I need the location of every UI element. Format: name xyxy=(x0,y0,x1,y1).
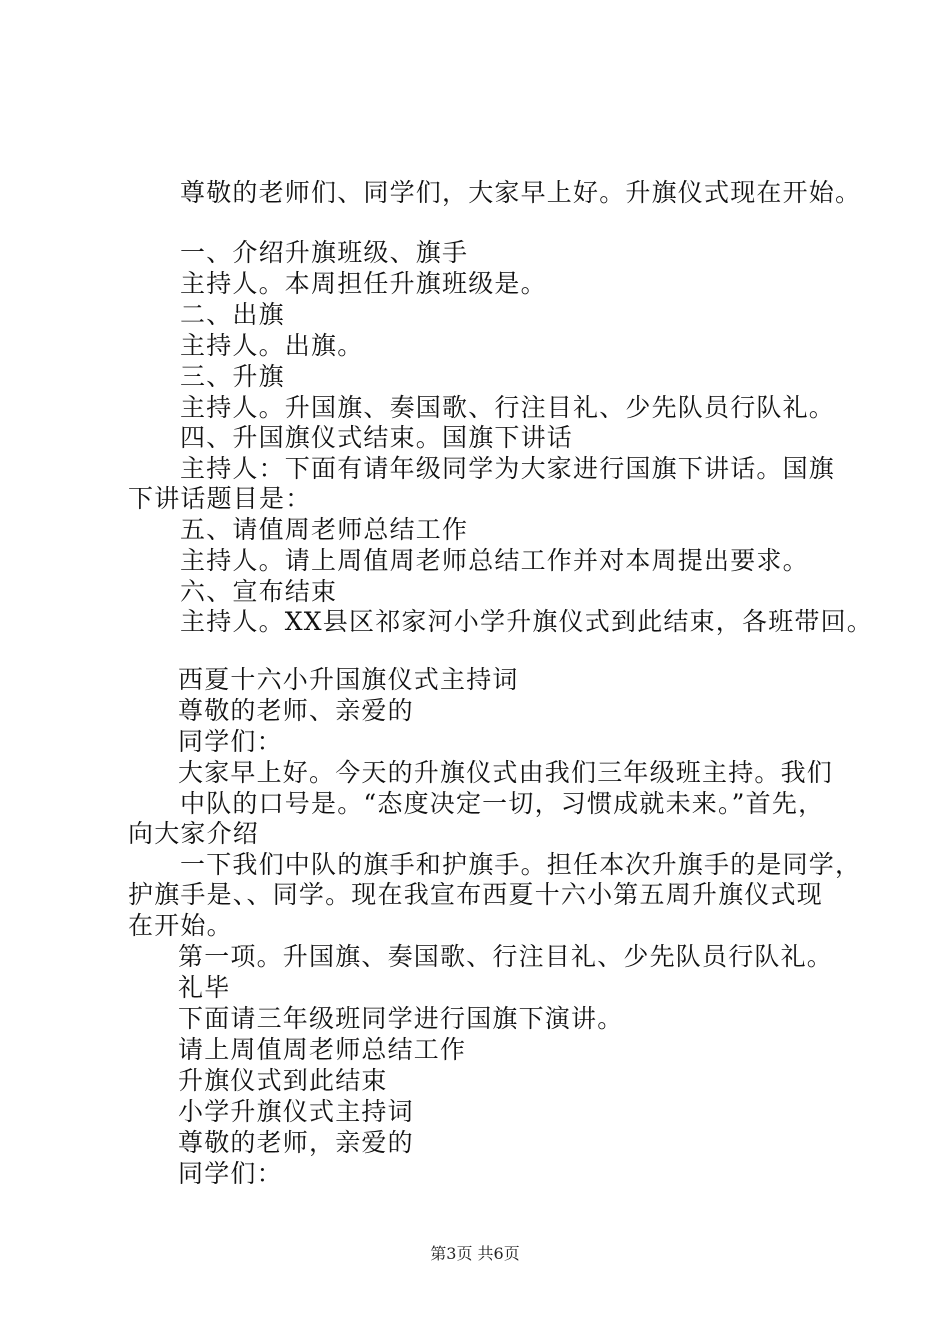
text-line: 升旗仪式到此结束 xyxy=(178,1066,388,1095)
text-line: 主持人。XX县区祁家河小学升旗仪式到此结束，各班带回。 xyxy=(180,607,873,636)
text-line: 一下我们中队的旗手和护旗手。担任本次升旗手的是同学， xyxy=(180,850,862,879)
section-heading: 六、宣布结束 xyxy=(180,577,338,606)
document-title: 西夏十六小升国旗仪式主持词 xyxy=(178,665,519,694)
section-heading: 五、请值周老师总结工作 xyxy=(180,515,469,544)
text-line: 礼毕 xyxy=(178,973,231,1002)
text-line: 主持人：下面有请年级同学为大家进行国旗下讲话。国旗 xyxy=(180,454,836,483)
text-line: 护旗手是、、同学。现在我宣布西夏十六小第五周升旗仪式现 xyxy=(128,880,823,909)
text-line: 向大家介绍 xyxy=(128,819,260,848)
text-line: 大家早上好。今天的升旗仪式由我们三年级班主持。我们 xyxy=(178,758,834,787)
text-line: 尊敬的老师，亲爱的 xyxy=(178,1128,414,1157)
text-line: 请上周值周老师总结工作 xyxy=(178,1035,467,1064)
section-heading: 二、出旗 xyxy=(180,300,285,329)
document-title: 小学升旗仪式主持词 xyxy=(178,1097,414,1126)
text-line: 主持人。升国旗、奏国歌、行注目礼、少先队员行队礼。 xyxy=(180,393,836,422)
text-line: 在开始。 xyxy=(128,911,233,940)
page-number-footer: 第3页 共6页 xyxy=(430,1244,520,1263)
section-heading: 三、升旗 xyxy=(180,362,285,391)
text-line: 中队的口号是。“态度决定一切，习惯成就未来。”首先， xyxy=(180,789,825,818)
text-line: 第一项。升国旗、奏国歌、行注目礼、少先队员行队礼。 xyxy=(178,942,834,971)
text-line: 主持人。出旗。 xyxy=(180,331,364,360)
text-line: 尊敬的老师们、同学们，大家早上好。升旗仪式现在开始。 xyxy=(180,178,862,207)
text-line: 主持人。本周担任升旗班级是。 xyxy=(180,269,547,298)
text-line: 下讲话题目是： xyxy=(128,484,312,513)
text-line: 尊敬的老师、亲爱的 xyxy=(178,696,414,725)
text-line: 同学们： xyxy=(178,1159,283,1188)
text-line: 下面请三年级班同学进行国旗下演讲。 xyxy=(178,1004,624,1033)
text-line: 同学们： xyxy=(178,727,283,756)
text-line: 主持人。请上周值周老师总结工作并对本周提出要求。 xyxy=(180,546,809,575)
section-heading: 四、升国旗仪式结束。国旗下讲话 xyxy=(180,423,574,452)
section-heading: 一、介绍升旗班级、旗手 xyxy=(180,238,469,267)
